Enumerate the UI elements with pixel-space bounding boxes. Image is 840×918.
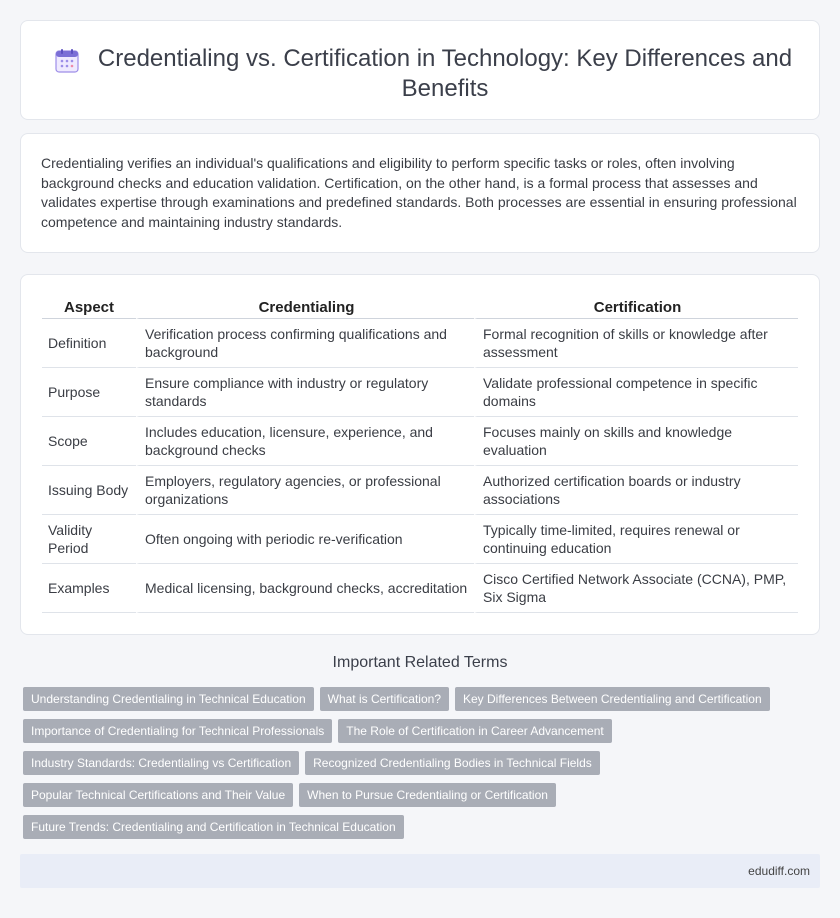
table-row xyxy=(42,417,798,466)
page-title: Credentialing vs. Certification in Technology: Key Differences and Benefits xyxy=(97,45,793,102)
aspect-cell: Definition xyxy=(42,319,136,368)
table-row xyxy=(42,515,798,564)
certification-cell: Cisco Certified Network Associate (CCNA), PMP, Six Sigma xyxy=(474,564,798,613)
certification-cell: Validate professional competence in specific domains xyxy=(474,368,798,417)
certification-cell: Formal recognition of skills or knowledge after assessment xyxy=(474,319,798,368)
related-term-tag[interactable]: Understanding Credentialing in Technical Education xyxy=(23,687,314,711)
aspect-cell: Scope xyxy=(42,417,136,466)
aspect-cell: Issuing Body xyxy=(42,466,136,515)
intro-paragraph: Credentialing verifies an individual's qualifications and eligibility to perform specific tasks or roles, often involving background checks and education validation. Certification, on the other hand, is a formal process that assesses and validates expertise through examinations and predefined standards. Both processes are essential in ensuring professional competence and maintaining industry standards. xyxy=(41,155,797,230)
header-credentialing: Credentialing xyxy=(136,296,474,319)
related-term-tag[interactable]: Popular Technical Certifications and Their Value xyxy=(23,783,293,807)
comparison-table-card xyxy=(20,274,820,635)
footer-site-link[interactable]: edudiff.com xyxy=(748,864,810,878)
table-row xyxy=(42,319,798,368)
related-term-tag[interactable]: When to Pursue Credentialing or Certification xyxy=(299,783,556,807)
table-row xyxy=(42,466,798,515)
table-row xyxy=(42,368,798,417)
header-certification: Certification xyxy=(474,296,798,319)
certification-cell: Typically time-limited, requires renewal or continuing education xyxy=(474,515,798,564)
header-card xyxy=(20,20,820,120)
related-terms-heading: Important Related Terms xyxy=(332,654,508,671)
table-row xyxy=(42,564,798,613)
footer xyxy=(20,854,820,888)
related-term-tag[interactable]: Recognized Credentialing Bodies in Technical Fields xyxy=(305,751,600,775)
related-term-tag[interactable]: Industry Standards: Credentialing vs Certification xyxy=(23,751,299,775)
aspect-cell: Examples xyxy=(42,564,136,613)
related-term-tag[interactable]: The Role of Certification in Career Advancement xyxy=(338,719,611,743)
calendar-icon xyxy=(54,48,80,74)
credentialing-cell: Ensure compliance with industry or regulatory standards xyxy=(136,368,474,417)
related-term-tag[interactable]: Future Trends: Credentialing and Certification in Technical Education xyxy=(23,815,404,839)
intro-card xyxy=(20,133,820,253)
aspect-cell: Purpose xyxy=(42,368,136,417)
header-aspect: Aspect xyxy=(42,296,136,319)
related-terms-list xyxy=(23,687,803,847)
certification-cell: Authorized certification boards or industry associations xyxy=(474,466,798,515)
credentialing-cell: Verification process confirming qualifications and background xyxy=(136,319,474,368)
related-term-tag[interactable]: What is Certification? xyxy=(320,687,449,711)
table-header-row xyxy=(42,296,798,319)
related-term-tag[interactable]: Importance of Credentialing for Technical Professionals xyxy=(23,719,332,743)
certification-cell: Focuses mainly on skills and knowledge evaluation xyxy=(474,417,798,466)
credentialing-cell: Medical licensing, background checks, accreditation xyxy=(136,564,474,613)
comparison-table xyxy=(42,296,798,613)
related-term-tag[interactable]: Key Differences Between Credentialing and Certification xyxy=(455,687,770,711)
credentialing-cell: Often ongoing with periodic re-verification xyxy=(136,515,474,564)
aspect-cell: Validity Period xyxy=(42,515,136,564)
credentialing-cell: Employers, regulatory agencies, or professional organizations xyxy=(136,466,474,515)
credentialing-cell: Includes education, licensure, experience, and background checks xyxy=(136,417,474,466)
